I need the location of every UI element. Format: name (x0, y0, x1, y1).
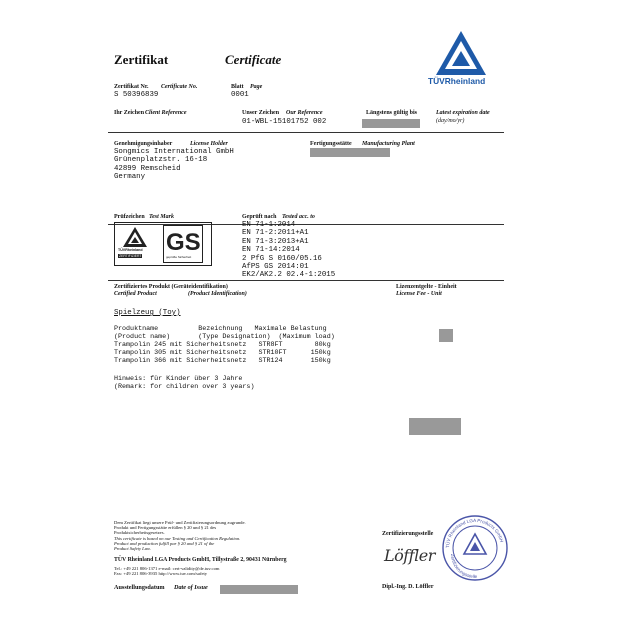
gs-mark (163, 225, 203, 263)
our-ref-label-en: Our Reference (286, 110, 323, 116)
footer-text-en-1: This certificate is based on our Testing and Certification Regulation. (114, 536, 241, 541)
fee-label-de: Lizenzentgelte - Einheit (396, 284, 457, 290)
note-de: Hinweis: für Kinder über 3 Jahre (114, 375, 243, 383)
gs-caption: geprüfte Sicherheit (166, 255, 192, 259)
holder-label-de: Genehmigungsinhaber (114, 141, 173, 147)
logo-text: TÜVRheinland (428, 76, 486, 86)
redaction-fee (439, 329, 453, 342)
divider (108, 132, 504, 133)
tested-label-en: Tested acc. to (282, 214, 315, 220)
standard-item: EN 71-2:2011+A1 (242, 229, 309, 238)
holder-label-en: License Holder (190, 141, 228, 147)
fee-label-en: License Fee - Unit (396, 291, 442, 297)
holder-address (114, 148, 234, 182)
stamp-outer-text: TÜV Rheinland LGA Products GmbH (444, 517, 505, 549)
cert-no-label-de: Zertifikat Nr. (114, 84, 149, 90)
standard-item: EN 71-14:2014 (242, 246, 300, 255)
valid-label-en: Latest expiration date (436, 110, 490, 116)
redaction-block (409, 418, 461, 435)
plant-label-en: Manufacturing Plant (362, 141, 415, 147)
redaction-issue-date (220, 585, 298, 594)
divider (108, 280, 504, 281)
holder-line: Songmics International GmbH (114, 148, 234, 156)
footer-text-en-3: Product Safety Law. (114, 546, 151, 551)
our-ref-value: 01-WBL-15101752 002 (242, 118, 327, 126)
title-en: Certificate (225, 52, 282, 67)
product-label-en2: (Product Identification) (188, 291, 247, 297)
standard-item: 2 PfG S 0160/05.16 (242, 254, 322, 263)
issue-label-en: Date of Issue (174, 584, 208, 591)
product-label-en: Certified Product (114, 291, 157, 297)
footer-text-de-1: Dem Zertifikat liegt unsere Prüf- und Zertifizierungsordnung zugrunde. (114, 520, 246, 525)
company-line: TÜV Rheinland LGA Products GmbH, Tillystraße 2, 90431 Nürnberg (114, 557, 287, 563)
standard-item: EK2/AK2.2 02.4-1:2015 (242, 271, 336, 280)
table-row: Trampolin 366 mit Sicherheitsnetz STR124 150kg (114, 357, 331, 365)
table-header-1: Produktname Bezeichnung Maximale Belastung (114, 325, 327, 333)
redaction-valid-date (362, 119, 420, 128)
cert-body-label: Zertifizierungsstelle (382, 531, 434, 537)
mark-certified-text: ZERTIFIZIERT (119, 254, 142, 258)
valid-label-de: Längstens gültig bis (366, 110, 418, 116)
table-header-2: (Product name) (Type Designation) (Maximum load) (114, 333, 335, 341)
tuv-mark (118, 226, 149, 260)
svg-text:GS: GS (166, 229, 201, 254)
holder-line: Germany (114, 173, 146, 182)
issue-label-de: Ausstellungsdatum (114, 584, 165, 591)
stamp-inner-text: Zertifizierungsstelle (449, 553, 478, 580)
page-label-en: Page (250, 84, 263, 90)
tuv-triangle-icon (430, 29, 492, 79)
footer-text-de-2: Produkt und Fertigungsstätte erfüllen § 20 und § 21 des (114, 525, 217, 530)
client-ref-label-en: Client Reference (145, 110, 187, 116)
note-en: (Remark: for children over 3 years) (114, 383, 255, 391)
mark-logo-text: TÜVRheinland (118, 248, 143, 252)
product-label-de: Zertifiziertes Produkt (Geräteidentifikation) (114, 284, 228, 290)
certification-stamp (441, 514, 509, 582)
valid-format: (day/mo/yr) (436, 118, 465, 124)
standard-item: AfPS GS 2014:01 (242, 262, 309, 271)
standard-item: EN 71-3:2013+A1 (242, 237, 309, 246)
standard-item: EN 71-1:2014 (242, 221, 296, 229)
signer-name: Dipl.-Ing. D. Löffler (382, 584, 434, 590)
table-row: Trampolin 245 mit Sicherheitsnetz STR8FT 80kg (114, 341, 331, 349)
page-label-de: Blatt (231, 84, 244, 90)
footer-text-de-3: Produktsicherheitsgesetzes. (114, 530, 165, 535)
tested-label-de: Geprüft nach (242, 214, 277, 220)
product-category: Spielzeug (Toy) (114, 309, 181, 317)
title-de: Zertifikat (114, 52, 169, 67)
holder-line: Grünenplatzstr. 16-18 (114, 156, 208, 165)
testmark-label-de: Prüfzeichen (114, 214, 145, 220)
client-ref-label-de: Ihr Zeichen (114, 110, 145, 116)
our-ref-label-de: Unser Zeichen (242, 110, 280, 116)
holder-line: 42899 Remscheid (114, 164, 181, 173)
stamp-seal-icon (441, 514, 509, 582)
table-row: Trampolin 305 mit Sicherheitsnetz STR10FT 150kg (114, 349, 331, 357)
footer-text-en-2: Product and production fulfill par § 20 and § 21 of the (114, 541, 215, 546)
tuv-logo (430, 29, 492, 89)
signature: Löffler (384, 546, 435, 565)
cert-no-value: S 50396839 (114, 91, 159, 99)
tuv-triangle-icon (121, 226, 149, 248)
gs-logo-icon (164, 226, 202, 254)
plant-label-de: Fertigungsstätte (310, 141, 352, 147)
cert-no-label-en: Certificate No. (161, 84, 198, 90)
certificate-page (108, 22, 514, 600)
page-value: 0001 (231, 91, 249, 99)
testmark-label-en: Test Mark (149, 214, 174, 220)
contact-fax: Fax: +49 221 806-3935 http://www.tuv.com/safety (114, 571, 208, 576)
standards-list (242, 221, 335, 280)
contact-tel: Tel.: +49 221 806-1371 e-mail: cert-validity@de.tuv.com (114, 566, 220, 571)
redaction-plant (310, 148, 390, 157)
test-mark-box (114, 222, 212, 266)
